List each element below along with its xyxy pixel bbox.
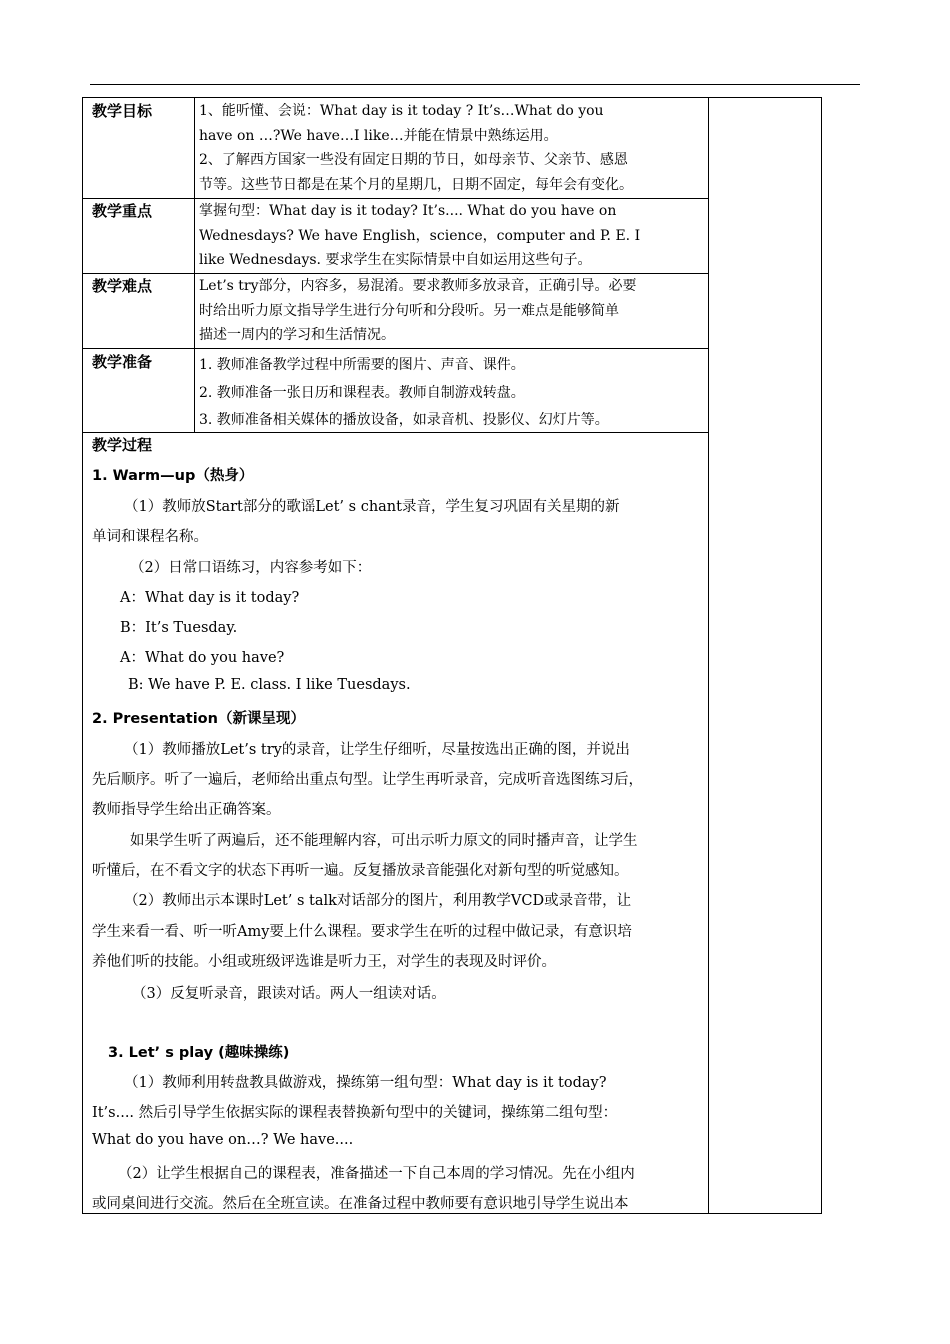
row-label-preparation: 教学准备 xyxy=(92,353,153,371)
content-line: Wednesdays? We have English，science，computer and P. E. I xyxy=(199,227,641,244)
row-content-difficulties xyxy=(199,274,703,348)
paragraph-line: （1）教师利用转盘教具做游戏，操练第一组句型：What day is it today? xyxy=(124,1075,607,1091)
paragraph-line: 学生来看一看、听一听Amy要上什么课程。要求学生在听的过程中做记录，有意识培 xyxy=(92,924,632,940)
header-rule xyxy=(90,84,860,85)
paragraph-line: 教师指导学生给出正确答案。 xyxy=(92,802,281,818)
row-content-preparation xyxy=(199,352,703,435)
paragraph-line: What do you have on…? We have.... xyxy=(92,1132,354,1148)
paragraph-line: （2）日常口语练习，内容参考如下： xyxy=(130,560,372,576)
paragraph-line: （1）教师播放Let’s try的录音，让学生仔细听，尽量按选出正确的图，并说出 xyxy=(124,742,630,758)
row-label-difficulties: 教学难点 xyxy=(92,277,153,295)
row-label-key-points: 教学重点 xyxy=(92,202,153,220)
paragraph-line: A：What day is it today? xyxy=(120,590,300,606)
content-line: 3. 教师准备相关媒体的播放设备，如录音机、投影仪、幻灯片等。 xyxy=(199,412,609,428)
content-line: Let’s try部分，内容多，易混淆。要求教师多放录音，正确引导。必要 xyxy=(199,278,637,294)
paragraph-line: It’s.... 然后引导学生依据实际的课程表替换新句型中的关键词，操练第二组句型： xyxy=(92,1105,618,1121)
column-divider-left xyxy=(194,97,195,432)
paragraph-line: 或同桌间进行交流。然后在全班宣读。在准备过程中教师要有意识地引导学生说出本 xyxy=(92,1196,629,1212)
paragraph-line: B：It’s Tuesday. xyxy=(120,620,238,636)
section-heading-presentation: 2. Presentation（新课呈现） xyxy=(92,711,305,727)
paragraph-line: 先后顺序。听了一遍后，老师给出重点句型。让学生再听录音，完成听音选图练习后， xyxy=(92,772,643,788)
process-title: 教学过程 xyxy=(92,436,153,454)
content-line: 时给出听力原文指导学生进行分句听和分段听。另一难点是能够简单 xyxy=(199,302,619,319)
content-line: have on …?We have…I like…并能在情景中熟练运用。 xyxy=(199,127,558,144)
paragraph-line: B: We have P. E. class. I like Tuesdays. xyxy=(128,677,411,693)
paragraph-line: （1）教师放Start部分的歌谣Let’ s chant录音，学生复习巩固有关星期的新 xyxy=(124,499,620,515)
paragraph-line: （2）教师出示本课时Let’ s talk对话部分的图片，利用教学VCD或录音带，让 xyxy=(124,893,632,909)
content-line: 2. 教师准备一张日历和课程表。教师自制游戏转盘。 xyxy=(199,384,525,401)
paragraph-line: 单词和课程名称。 xyxy=(92,529,208,545)
row-divider xyxy=(82,348,709,349)
paragraph-line: （3）反复听录音，跟读对话。两人一组读对话。 xyxy=(132,986,446,1002)
content-line: 描述一周内的学习和生活情况。 xyxy=(199,327,395,343)
row-content-key-points xyxy=(199,199,703,273)
paragraph-line: （2）让学生根据自己的课程表，准备描述一下自己本周的学习情况。先在小组内 xyxy=(118,1166,635,1182)
content-line: 1、能听懂、会说：What day is it today ? It’s…What do you xyxy=(199,103,604,119)
column-divider-right xyxy=(708,97,709,1214)
content-line: like Wednesdays. 要求学生在实际情景中自如运用这些句子。 xyxy=(199,252,592,268)
paragraph-line: 如果学生听了两遍后，还不能理解内容，可出示听力原文的同时播声音，让学生 xyxy=(130,833,638,849)
paragraph-line: A：What do you have? xyxy=(120,650,285,666)
content-line: 2、了解西方国家一些没有固定日期的节日，如母亲节、父亲节、感恩 xyxy=(199,152,628,168)
content-line: 掌握句型：What day is it today? It’s.... What do you have on xyxy=(199,203,617,219)
content-line: 1. 教师准备教学过程中所需要的图片、声音、课件。 xyxy=(199,357,525,373)
section-heading-warmup: 1. Warm—up（热身） xyxy=(92,468,254,484)
paragraph-line: 听懂后，在不看文字的状态下再听一遍。反复播放录音能强化对新句型的听觉感知。 xyxy=(92,863,629,879)
row-label-objectives: 教学目标 xyxy=(92,102,153,120)
paragraph-line: 养他们听的技能。小组或班级评选谁是听力王，对学生的表现及时评价。 xyxy=(92,954,556,970)
content-line: 节等。这些节日都是在某个月的星期几，日期不固定，每年会有变化。 xyxy=(199,176,633,193)
row-content-objectives xyxy=(199,99,703,197)
section-heading-lets-play: 3. Let’ s play (趣味操练) xyxy=(108,1045,290,1061)
